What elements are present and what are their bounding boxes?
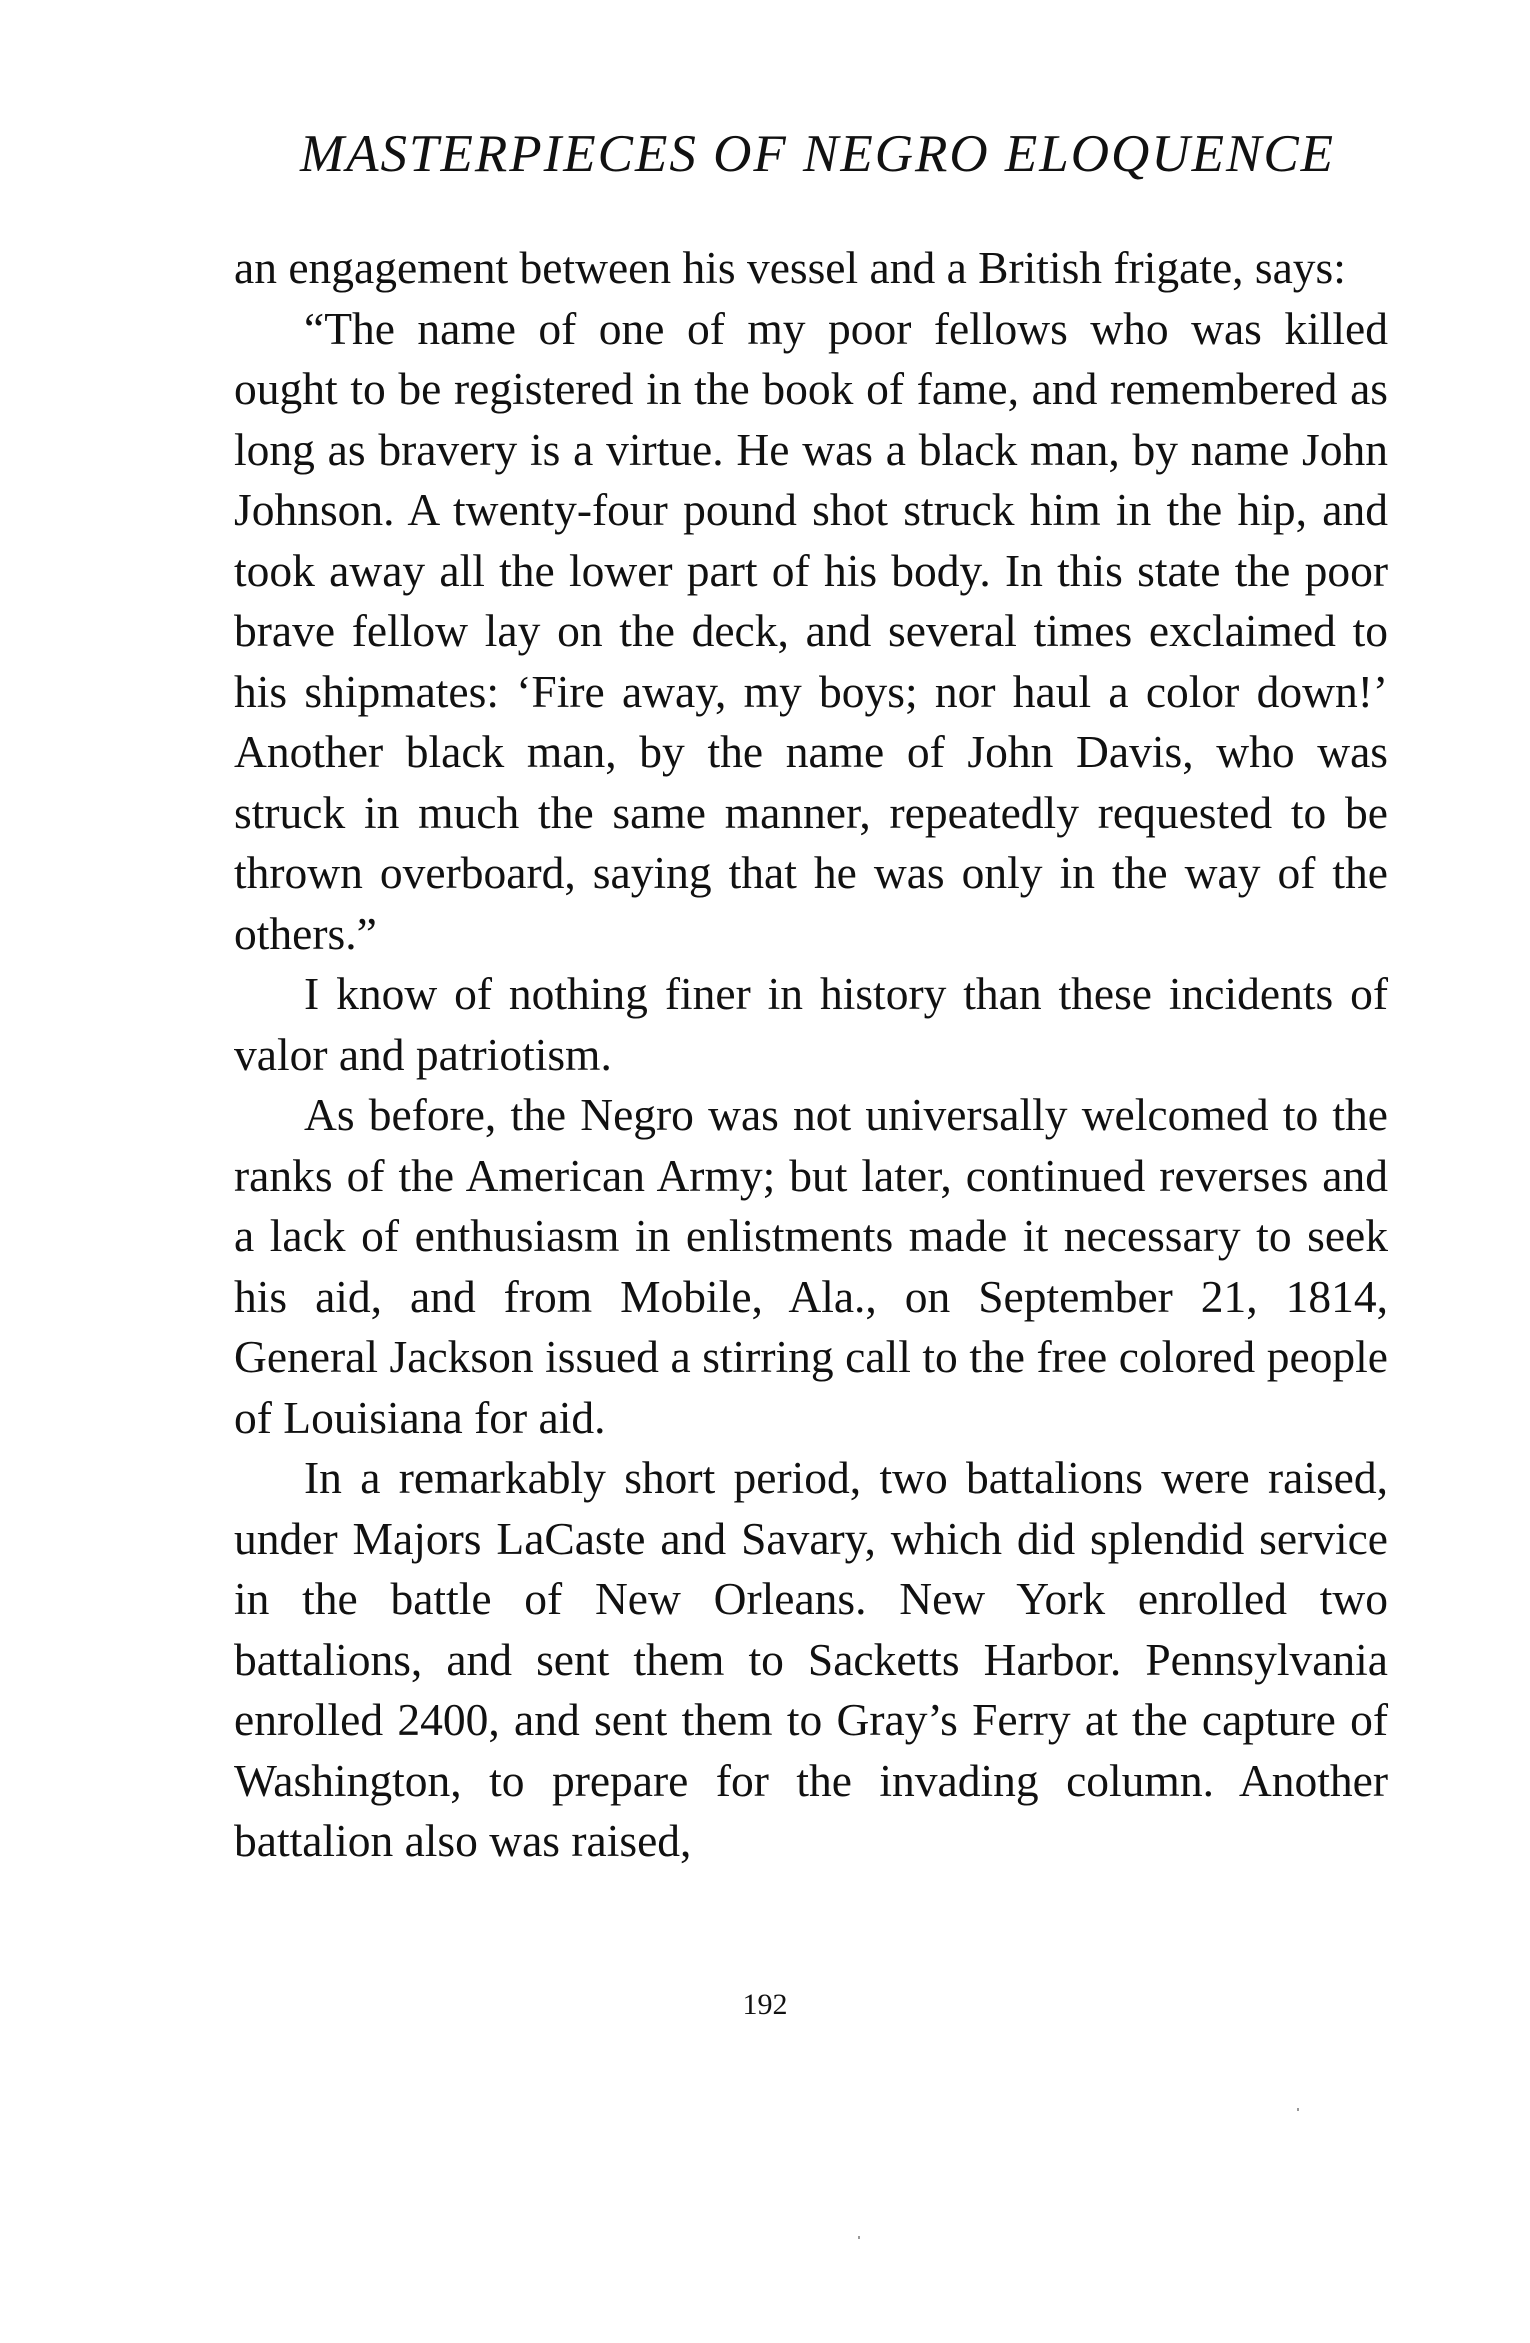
paper-speck xyxy=(1297,2108,1299,2111)
paragraph-commentary: I know of nothing finer in history than these incidents of valor and patriotism. xyxy=(234,968,1388,1080)
body-text xyxy=(234,238,1388,1872)
running-header: MASTERPIECES OF NEGRO ELOQUENCE xyxy=(300,125,1336,183)
paragraph-jackson-call: As before, the Negro was not universally welcomed to the ranks of the American Army; but later, continued reverses and a lack of enthusiasm in enlistments made it necessary to seek his aid, and from Mobile, Ala., on September 21, 1814, General Jackson issued a stirring call to the free colored people of Louisiana for aid. xyxy=(234,1089,1388,1443)
paper-speck xyxy=(858,2236,860,2239)
paragraph-battalions: In a remarkably short period, two battalions were raised, under Majors LaCaste and Savary, which did splendid service in the battle of New Orleans. New York enrolled two battalions, and sent them to Sacketts Harbor. Pennsylvania enrolled 2400, and sent them to Gray’s Ferry at the capture of Washington, to prepare for the invading column. Another battalion also was raised, xyxy=(234,1452,1388,1866)
page-number: 192 xyxy=(742,1988,788,2021)
paragraph-continued: an engagement between his vessel and a British frigate, says: xyxy=(234,242,1346,293)
paragraph-quotation: “The name of one of my poor fellows who was killed ought to be registered in the book of fame, and remembered as long as bravery is a virtue. He was a black man, by name John Johnson. A twenty-four pound shot struck him in the hip, and took away all the lower part of his body. In this state the poor brave fellow lay on the deck, and several times exclaimed to his shipmates: ‘Fire away, my boys; nor haul a color down!’ Another black man, by the name of John Davis, who was struck in much the same manner, repeatedly requested to be thrown overboard, saying that he was only in the way of the others.” xyxy=(234,302,1388,959)
